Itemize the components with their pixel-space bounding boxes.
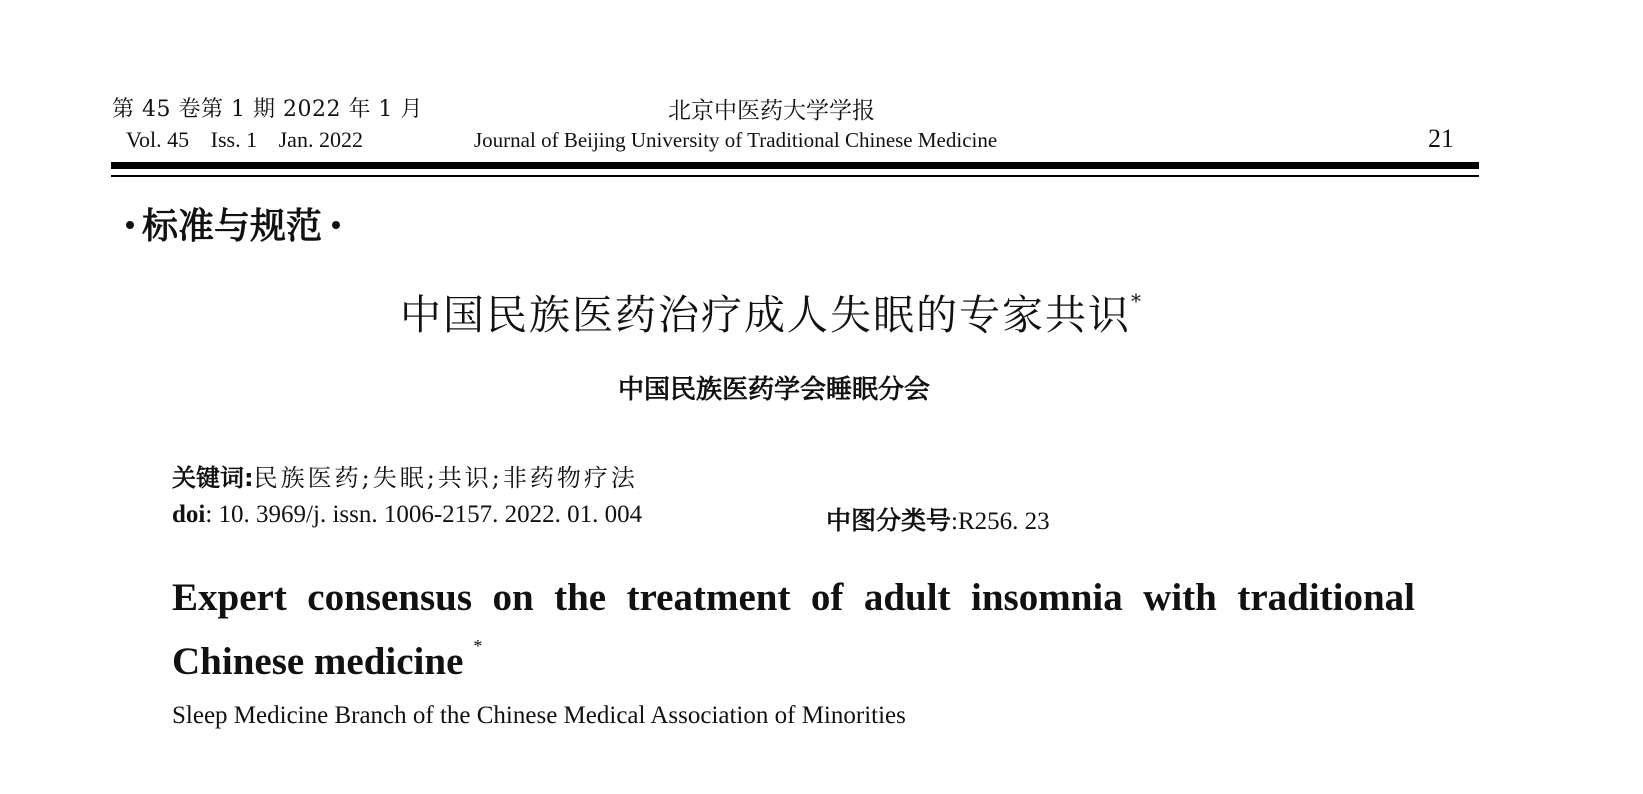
bullet-left: [126, 221, 134, 229]
journal-name-cn: 北京中医药大学学报: [668, 98, 875, 124]
author-org-cn: 中国民族医药学会睡眠分会: [618, 375, 931, 405]
bullet-right: [332, 221, 340, 229]
keywords-value: 民族医药;失眠;共识;非药物疗法: [253, 464, 638, 492]
doi-label: doi: [172, 501, 206, 528]
article-title-en: [172, 570, 1415, 690]
issue-info-cn: 第 45 卷第 1 期 2022 年 1 月: [112, 97, 423, 122]
title-footnote-marker: *: [1131, 289, 1143, 314]
issue-info-en: [126, 127, 379, 153]
article-title-cn: [400, 282, 1143, 341]
clc-label: 中图分类号: [826, 506, 952, 535]
title-en-footnote-marker: *: [473, 636, 483, 656]
page-number: 21: [1428, 124, 1454, 153]
keywords-label: 关键词:: [172, 464, 254, 492]
doi: [172, 501, 642, 529]
issue: Iss. 1: [210, 127, 258, 152]
article-title-en-text: Expert consensus on the treatment of adult insomnia with traditional Chinese medicine: [172, 576, 1415, 683]
issue-date: Jan. 2022: [278, 127, 363, 152]
section-tag-label: 标准与规范: [142, 206, 323, 247]
header-rule-thick: [111, 162, 1479, 169]
doi-value: : 10. 3969/j. issn. 1006-2157. 2022. 01. 004: [205, 501, 643, 528]
author-org-en: Sleep Medicine Branch of the Chinese Medical Association of Minorities: [172, 702, 906, 729]
article-title-cn-text: 中国民族医药治疗成人失眠的专家共识: [400, 291, 1131, 339]
journal-name-en: Journal of Beijing University of Traditional Chinese Medicine: [474, 128, 998, 152]
clc-number: [826, 501, 1050, 537]
clc-value: :R256. 23: [951, 508, 1050, 535]
section-tag: [122, 198, 344, 249]
header-rule-thin: [111, 175, 1479, 177]
keywords: [172, 458, 638, 493]
volume: Vol. 45: [126, 127, 190, 152]
